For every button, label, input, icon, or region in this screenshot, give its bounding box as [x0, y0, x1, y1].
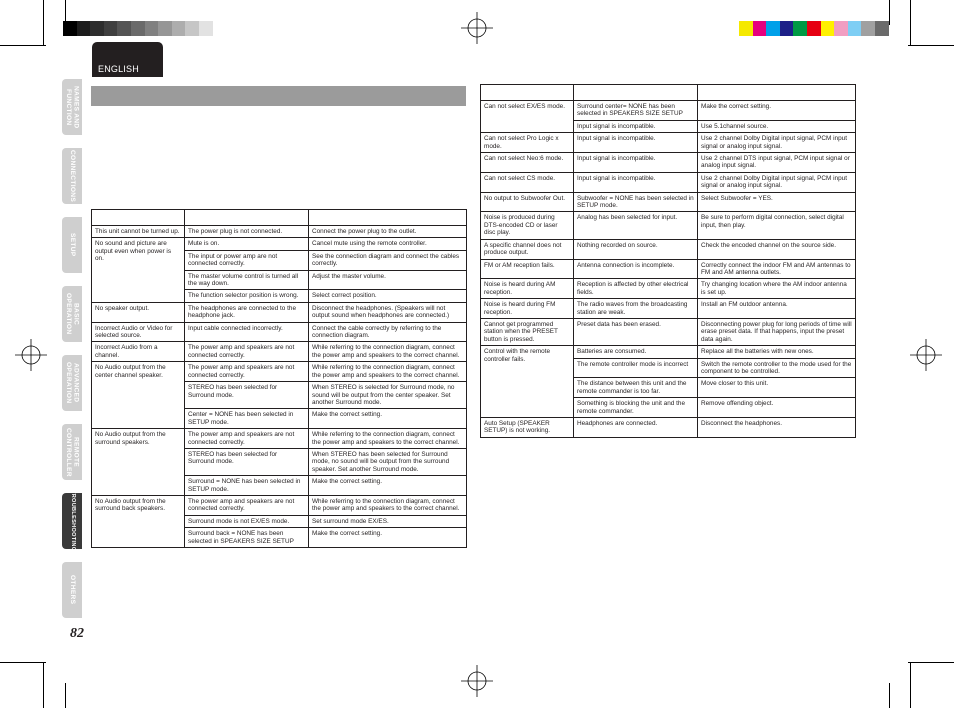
symptom-cell: Incorrect Audio or Video for selected source.: [92, 322, 185, 342]
registration-mark-right: [910, 339, 942, 371]
cause-cell: Input signal is incompatible.: [574, 120, 698, 132]
remedy-cell: Be sure to perform digital connection, select digital input, then play.: [698, 212, 856, 239]
symptom-cell: FM or AM reception fails.: [481, 259, 574, 279]
crop-mark: [910, 0, 911, 46]
color-swatch: [780, 21, 794, 36]
color-swatch: [104, 21, 118, 36]
table-header-row: [481, 85, 856, 101]
color-swatch: [131, 21, 145, 36]
cause-cell: Nothing recorded on source.: [574, 239, 698, 259]
cause-cell: The power amp and speakers are not connected correctly.: [185, 495, 309, 515]
remedy-cell: Check the encoded channel on the source side.: [698, 239, 856, 259]
table-row: [481, 153, 856, 173]
crop-mark: [0, 662, 46, 663]
side-tab-basic-operation[interactable]: [62, 286, 82, 342]
symptom-cell: Noise is heard during FM reception.: [481, 299, 574, 319]
color-swatch: [875, 21, 889, 36]
side-tab-others[interactable]: [62, 562, 82, 618]
color-swatch: [766, 21, 780, 36]
color-swatch: [834, 21, 848, 36]
remedy-cell: Use 2 channel Dolby Digital input signal, PCM input signal or analog input signal.: [698, 133, 856, 153]
table-header-row: [92, 210, 467, 226]
symptom-cell: Can not select EX/ES mode.: [481, 101, 574, 133]
cause-cell: Input cable connected incorrectly.: [185, 322, 309, 342]
side-tab-connections[interactable]: [62, 148, 82, 204]
side-tab-label: OTHERS: [68, 575, 76, 605]
remedy-cell: When STEREO has been selected for Surround mode, no sound will be output from the surround speaker. Set another Surround mode.: [309, 448, 467, 475]
cause-cell: Antenna connection is incomplete.: [574, 259, 698, 279]
crop-mark: [43, 0, 44, 46]
cause-cell: The power amp and speakers are not connected correctly.: [185, 362, 309, 382]
cause-cell: STEREO has been selected for Surround mode.: [185, 448, 309, 475]
color-swatch: [753, 21, 767, 36]
color-swatch: [848, 21, 862, 36]
remedy-cell: Use 2 channel Dolby Digital input signal, PCM input signal or analog input signal.: [698, 172, 856, 192]
remedy-cell: While referring to the connection diagram, connect the power amp and speakers to the correct channel.: [309, 429, 467, 449]
section-header-bar: [91, 86, 466, 106]
table-header-cell: [185, 210, 309, 226]
cause-cell: The power amp and speakers are not connected correctly.: [185, 342, 309, 362]
crop-mark: [908, 45, 954, 46]
cause-cell: The radio waves from the broadcasting station are weak.: [574, 299, 698, 319]
troubleshooting-table-left: [91, 209, 467, 548]
symptom-cell: Control with the remote controller fails.: [481, 346, 574, 418]
side-tab-label: CONNECTIONS: [68, 149, 76, 203]
registration-mark-top: [461, 12, 493, 44]
cause-cell: The function selector position is wrong.: [185, 290, 309, 302]
table-header-cell: [698, 85, 856, 101]
symptom-cell: No Audio output from the surround back speakers.: [92, 495, 185, 547]
color-swatch: [77, 21, 91, 36]
crop-mark: [908, 662, 954, 663]
symptom-cell: Noise is produced during DTS-encoded CD or laser disc play.: [481, 212, 574, 239]
cause-cell: Surround mode is not EX/ES mode.: [185, 515, 309, 527]
remedy-cell: Install an FM outdoor antenna.: [698, 299, 856, 319]
symptom-cell: Can not select Neo:6 mode.: [481, 153, 574, 173]
remedy-cell: Correctly connect the indoor FM and AM antennas to FM and AM antenna outlets.: [698, 259, 856, 279]
color-swatch: [185, 21, 199, 36]
cause-cell: The power plug is not connected.: [185, 226, 309, 238]
table-row: [481, 212, 856, 239]
remedy-cell: Remove offending object.: [698, 398, 856, 418]
side-tab-advanced-operation[interactable]: [62, 355, 82, 411]
symptom-cell: No sound and picture are output even when power is on.: [92, 238, 185, 302]
side-tab-setup[interactable]: [62, 217, 82, 273]
cause-cell: The remote controller mode is incorrect: [574, 358, 698, 378]
symptom-cell: Can not select CS mode.: [481, 172, 574, 192]
remedy-cell: While referring to the connection diagram, connect the power amp and speakers to the correct channel.: [309, 362, 467, 382]
cause-cell: The master volume control is turned all the way down.: [185, 270, 309, 290]
symptom-cell: This unit cannot be turned up.: [92, 226, 185, 238]
remedy-cell: Disconnecting power plug for long periods of time will erase preset data. If that happens, input the preset data again.: [698, 318, 856, 345]
side-tab-label: TROUBLESHOOTING: [69, 490, 76, 552]
symptom-cell: Auto Setup (SPEAKER SETUP) is not working.: [481, 418, 574, 438]
remedy-cell: Use 5.1channel source.: [698, 120, 856, 132]
remedy-cell: Make the correct setting.: [698, 101, 856, 121]
table-header-cell: [92, 210, 185, 226]
table-header-cell: [481, 85, 574, 101]
remedy-cell: Cancel mute using the remote controller.: [309, 238, 467, 250]
crop-mark: [43, 662, 44, 708]
remedy-cell: Disconnect the headphones. (Speakers will not output sound when headphones are connected.): [309, 302, 467, 322]
cause-cell: Headphones are connected.: [574, 418, 698, 438]
crop-mark: [0, 45, 46, 46]
cause-cell: Subwoofer = NONE has been selected in SETUP mode.: [574, 192, 698, 212]
cause-cell: Batteries are consumed.: [574, 346, 698, 358]
remedy-cell: Set surround mode EX/ES.: [309, 515, 467, 527]
table-row: [92, 238, 467, 250]
side-tab-label: BASIC OPERATION: [65, 293, 80, 335]
table-row: [92, 495, 467, 515]
side-tab-label: SETUP: [68, 233, 76, 257]
symptom-cell: No speaker output.: [92, 302, 185, 322]
cause-cell: Surround back = NONE has been selected in SPEAKERS SIZE SETUP: [185, 528, 309, 548]
remedy-cell: Connect the cable correctly by referring to the connection diagram.: [309, 322, 467, 342]
table-row: [481, 192, 856, 212]
table-row: [92, 362, 467, 382]
remedy-cell: While referring to the connection diagram, connect the power amp and speakers to the correct channel.: [309, 342, 467, 362]
table-header-cell: [309, 210, 467, 226]
table-row: [481, 318, 856, 345]
remedy-cell: See the connection diagram and connect the cables correctly.: [309, 250, 467, 270]
table-row: [481, 101, 856, 121]
color-swatch: [172, 21, 186, 36]
language-label: ENGLISH: [98, 64, 139, 74]
remedy-cell: When STEREO is selected for Surround mode, no sound will be output from the center speaker. Set another Surround mode.: [309, 382, 467, 409]
remedy-cell: Connect the power plug to the outlet.: [309, 226, 467, 238]
remedy-cell: Switch the remote controller to the mode used for the component to be controlled.: [698, 358, 856, 378]
crop-mark: [65, 683, 66, 708]
cause-cell: Input signal is incompatible.: [574, 172, 698, 192]
color-swatch: [90, 21, 104, 36]
symptom-cell: No output to Subwoofer Out.: [481, 192, 574, 212]
table-row: [92, 429, 467, 449]
table-row: [481, 418, 856, 438]
cause-cell: Surround center= NONE has been selected in SPEAKERS SIZE SETUP: [574, 101, 698, 121]
color-swatch: [63, 21, 77, 36]
cause-cell: Mute is on.: [185, 238, 309, 250]
cause-cell: Center = NONE has been selected in SETUP mode.: [185, 409, 309, 429]
cause-cell: The power amp and speakers are not connected correctly.: [185, 429, 309, 449]
color-swatch: [739, 21, 753, 36]
registration-mark-left: [15, 339, 47, 371]
symptom-cell: Noise is heard during AM reception.: [481, 279, 574, 299]
remedy-cell: Try changing location where the AM indoor antenna is set up.: [698, 279, 856, 299]
remedy-cell: Replace all the batteries with new ones.: [698, 346, 856, 358]
cause-cell: Analog has been selected for input.: [574, 212, 698, 239]
remedy-cell: Use 2 channel DTS input signal, PCM input signal or analog input signal.: [698, 153, 856, 173]
cause-cell: Reception is affected by other electrical fields.: [574, 279, 698, 299]
table-row: [92, 226, 467, 238]
color-swatch: [117, 21, 131, 36]
table-row: [92, 322, 467, 342]
side-tab-label: ADVANCED OPERATION: [65, 362, 80, 404]
cause-cell: Input signal is incompatible.: [574, 133, 698, 153]
remedy-cell: Select correct position.: [309, 290, 467, 302]
remedy-cell: Adjust the master volume.: [309, 270, 467, 290]
table-row: [481, 259, 856, 279]
symptom-cell: Incorrect Audio from a channel.: [92, 342, 185, 362]
table-row: [481, 279, 856, 299]
cause-cell: The headphones are connected to the headphone jack.: [185, 302, 309, 322]
color-swatch: [807, 21, 821, 36]
language-tab: [92, 42, 163, 77]
color-swatch: [158, 21, 172, 36]
troubleshooting-table-right: [480, 84, 856, 438]
side-tab-remote-controller[interactable]: [62, 424, 82, 480]
table-row: [92, 302, 467, 322]
color-swatch: [793, 21, 807, 36]
remedy-cell: Move closer to this unit.: [698, 378, 856, 398]
remedy-cell: Make the correct setting.: [309, 476, 467, 496]
symptom-cell: No Audio output from the surround speakers.: [92, 429, 185, 496]
registration-mark-bottom: [461, 665, 493, 697]
table-row: [481, 133, 856, 153]
cause-cell: Input signal is incompatible.: [574, 153, 698, 173]
cause-cell: The distance between this unit and the remote commander is too far.: [574, 378, 698, 398]
cause-cell: STEREO has been selected for Surround mode.: [185, 382, 309, 409]
cause-cell: The input or power amp are not connected correctly.: [185, 250, 309, 270]
remedy-cell: Make the correct setting.: [309, 528, 467, 548]
table-row: [481, 172, 856, 192]
symptom-cell: Can not select Pro Logic x mode.: [481, 133, 574, 153]
cause-cell: Preset data has been erased.: [574, 318, 698, 345]
crop-mark: [910, 662, 911, 708]
remedy-cell: Disconnect the headphones.: [698, 418, 856, 438]
side-tab-names-and-function[interactable]: [62, 79, 82, 135]
color-swatch: [861, 21, 875, 36]
crop-mark: [889, 0, 890, 25]
symptom-cell: Cannot get programmed station when the PRESET button is pressed.: [481, 318, 574, 345]
table-row: [481, 346, 856, 358]
remedy-cell: Make the correct setting.: [309, 409, 467, 429]
color-swatch: [821, 21, 835, 36]
table-row: [92, 342, 467, 362]
table-row: [481, 239, 856, 259]
color-bar-right: [739, 21, 889, 36]
cause-cell: Surround = NONE has been selected in SETUP mode.: [185, 476, 309, 496]
remedy-cell: While referring to the connection diagram, connect the power amp and speakers to the correct channel.: [309, 495, 467, 515]
table-row: [481, 299, 856, 319]
side-tab-label: NAMES AND FUNCTION: [65, 85, 80, 129]
cause-cell: Something is blocking the unit and the remote commander.: [574, 398, 698, 418]
remedy-cell: Select Subwoofer = YES.: [698, 192, 856, 212]
table-header-cell: [574, 85, 698, 101]
crop-mark: [889, 683, 890, 708]
color-swatch: [145, 21, 159, 36]
symptom-cell: A specific channel does not produce output.: [481, 239, 574, 259]
color-swatch: [199, 21, 213, 36]
side-tab-label: REMOTE CONTROLLER: [65, 427, 80, 477]
side-tab-troubleshooting[interactable]: [62, 490, 82, 552]
symptom-cell: No Audio output from the center channel speaker.: [92, 362, 185, 429]
page-number: 82: [70, 626, 84, 641]
color-bar-left: [63, 21, 213, 36]
